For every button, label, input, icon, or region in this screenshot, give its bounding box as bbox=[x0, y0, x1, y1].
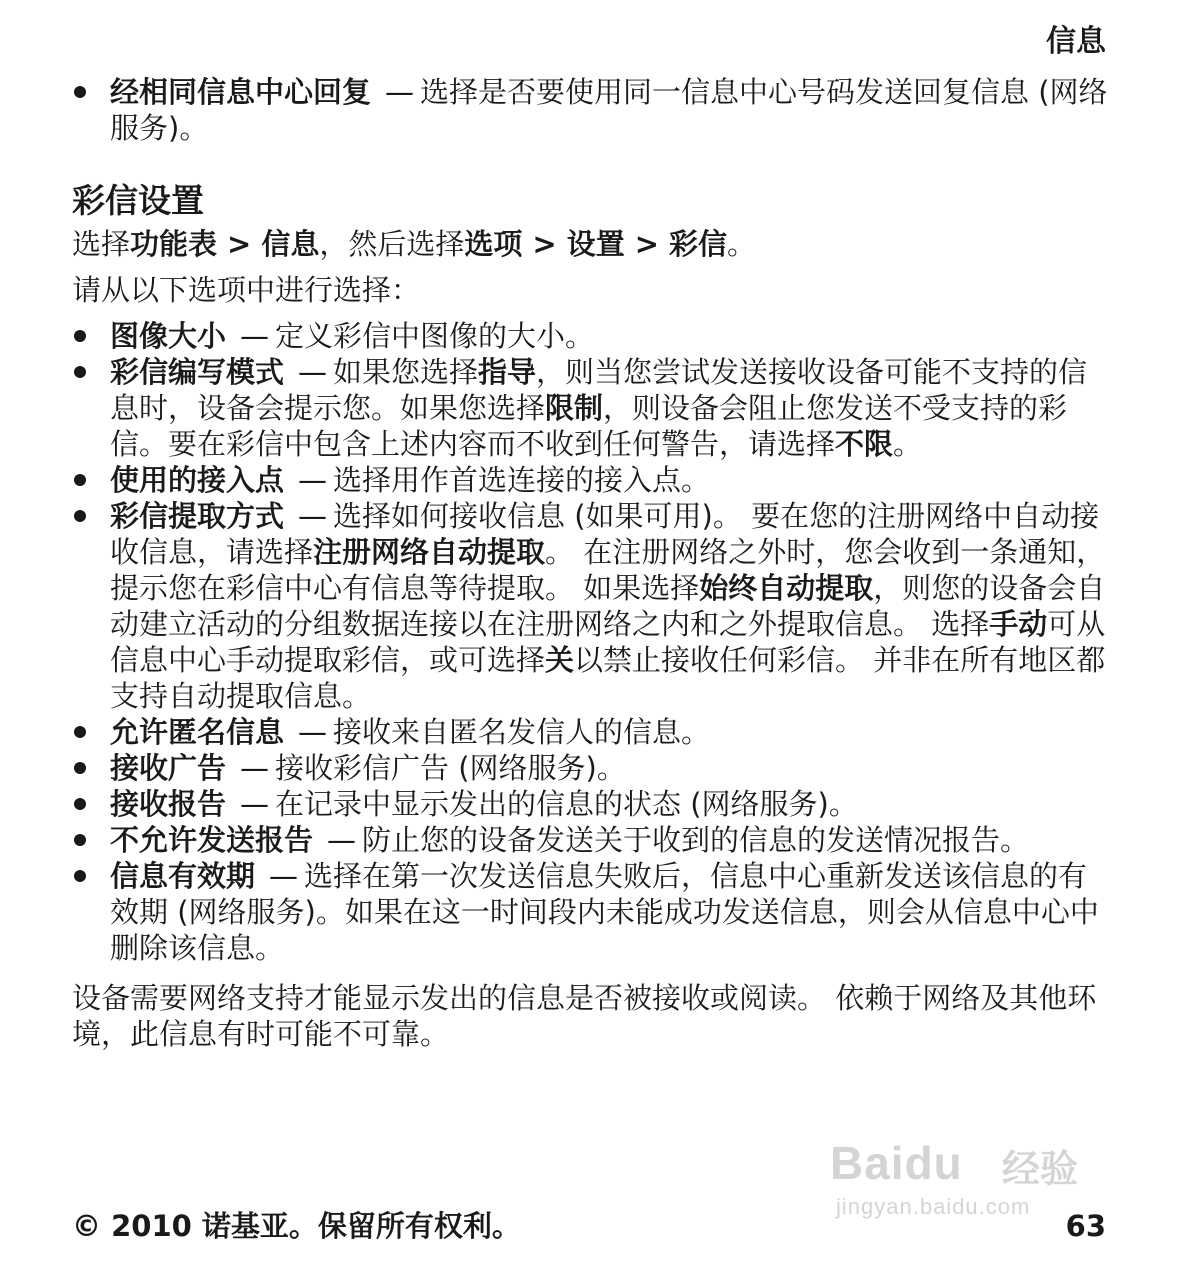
item-label: 允许匿名信息 bbox=[110, 715, 285, 749]
list-item bbox=[72, 74, 1108, 146]
path-separator: > bbox=[532, 227, 557, 261]
path-separator: > bbox=[634, 227, 660, 261]
path-item-menu: 功能表 bbox=[130, 227, 218, 261]
item-text: ，则设备会阻止您发送不受支持的彩信。要在彩信中包含上述内容而不收到任何警告，请选择 bbox=[110, 391, 1068, 461]
list-item bbox=[72, 498, 1108, 714]
copyright-notice: © 2010 诺基亚。保留所有权利。 bbox=[72, 1209, 521, 1243]
item-text: 选择如何接收信息 (如果可用)。 要在您的注册网络中自动接收信息，请选择 bbox=[110, 499, 1100, 569]
bullet-dot-icon bbox=[74, 834, 86, 846]
reply-bullet-list bbox=[72, 74, 1108, 146]
list-item bbox=[72, 786, 1108, 822]
path-end: 。 bbox=[727, 227, 757, 261]
path-item-mms: 彩信 bbox=[669, 227, 728, 261]
item-text: 在记录中显示发出的信息的状态 (网络服务)。 bbox=[275, 787, 858, 821]
em-dash: — bbox=[385, 75, 415, 109]
item-text: 防止您的设备发送关于收到的信息的发送情况报告。 bbox=[362, 823, 1030, 857]
em-dash: — bbox=[269, 859, 299, 893]
list-item bbox=[72, 354, 1108, 462]
section-heading: 彩信设置 bbox=[72, 181, 204, 220]
bullet-dot-icon bbox=[74, 474, 86, 486]
item-label: 彩信编写模式 bbox=[110, 355, 285, 389]
item-label: 经相同信息中心回复 bbox=[110, 75, 372, 109]
item-text: 选择用作首选连接的接入点。 bbox=[333, 463, 711, 497]
page-number: 63 bbox=[1065, 1209, 1106, 1243]
page-content bbox=[72, 74, 1108, 1052]
bullet-dot-icon bbox=[74, 86, 86, 98]
bullet-dot-icon bbox=[74, 870, 86, 882]
item-text: ，则您的设备会自动建立活动的分组数据连接以在注册网络之内和之外提取信息。 选择 bbox=[110, 571, 1106, 641]
baidu-jingyan-watermark bbox=[830, 1108, 1100, 1218]
em-dash: — bbox=[240, 751, 270, 785]
watermark-cn: 经验 bbox=[1002, 1147, 1079, 1191]
path-prefix: 选择 bbox=[72, 227, 131, 261]
list-item bbox=[72, 714, 1108, 750]
item-text: 定义彩信中图像的大小。 bbox=[275, 319, 595, 353]
watermark-logo: Baidu bbox=[830, 1137, 963, 1189]
bullet-dot-icon bbox=[74, 762, 86, 774]
item-text: 接收彩信广告 (网络服务)。 bbox=[275, 751, 626, 785]
list-item bbox=[72, 750, 1108, 786]
list-item bbox=[72, 822, 1108, 858]
item-text: 。 在注册网络之外时，您会收到一条通知，提示您在彩信中心有信息等待提取。 如果选择 bbox=[110, 535, 1106, 605]
item-label: 接收报告 bbox=[110, 787, 227, 821]
bullet-dot-icon bbox=[74, 510, 86, 522]
path-middle: ，然后选择 bbox=[319, 227, 465, 261]
item-label: 使用的接入点 bbox=[110, 463, 285, 497]
item-label: 图像大小 bbox=[110, 319, 227, 353]
item-emphasis: 指导 bbox=[478, 355, 537, 389]
item-text: 如果您选择 bbox=[333, 355, 479, 389]
em-dash: — bbox=[240, 787, 270, 821]
item-text: 。 bbox=[893, 427, 923, 461]
path-item-options: 选项 bbox=[464, 227, 523, 261]
item-label: 接收广告 bbox=[110, 751, 227, 785]
item-label: 信息有效期 bbox=[110, 859, 256, 893]
item-label: 彩信提取方式 bbox=[110, 499, 285, 533]
item-text: 以禁止接收任何彩信。 并非在所有地区都支持自动提取信息。 bbox=[110, 643, 1106, 713]
bullet-dot-icon bbox=[74, 330, 86, 342]
em-dash: — bbox=[298, 715, 328, 749]
list-item bbox=[72, 318, 1108, 354]
options-list bbox=[72, 318, 1108, 966]
em-dash: — bbox=[240, 319, 270, 353]
item-label: 不允许发送报告 bbox=[110, 823, 314, 857]
page-header-title: 信息 bbox=[1046, 24, 1106, 59]
em-dash: — bbox=[298, 463, 328, 497]
bullet-dot-icon bbox=[74, 366, 86, 378]
intro-text: 请从以下选项中进行选择： bbox=[72, 273, 421, 307]
bullet-dot-icon bbox=[74, 726, 86, 738]
item-emphasis: 注册网络自动提取 bbox=[313, 535, 546, 569]
item-emphasis: 关 bbox=[545, 643, 575, 677]
em-dash: — bbox=[298, 355, 328, 389]
item-text: 接收来自匿名发信人的信息。 bbox=[333, 715, 711, 749]
item-emphasis: 手动 bbox=[989, 607, 1048, 641]
item-text: 可从信息中心手动提取彩信，或可选择 bbox=[110, 607, 1106, 677]
network-note: 设备需要网络支持才能显示发出的信息是否被接收或阅读。 依赖于网络及其他环境，此信息有时可能不可靠。 bbox=[72, 981, 1097, 1051]
bullet-dot-icon bbox=[74, 798, 86, 810]
em-dash: — bbox=[327, 823, 357, 857]
item-emphasis: 限制 bbox=[545, 391, 604, 425]
path-separator: > bbox=[227, 227, 252, 261]
item-text: 选择在第一次发送信息失败后，信息中心重新发送该信息的有效期 (网络服务)。如果在这一时间段内未能成功发送信息，则会从信息中心中删除该信息。 bbox=[110, 859, 1099, 965]
path-item-messages: 信息 bbox=[261, 227, 320, 261]
menu-path bbox=[72, 226, 1108, 262]
item-text: 选择是否要使用同一信息中心号码发送回复信息 (网络服务)。 bbox=[110, 75, 1108, 145]
list-item bbox=[72, 462, 1108, 498]
path-item-settings: 设置 bbox=[566, 227, 625, 261]
list-item bbox=[72, 858, 1108, 966]
em-dash: — bbox=[298, 499, 328, 533]
item-text: ，则当您尝试发送接收设备可能不支持的信息时，设备会提示您。如果您选择 bbox=[110, 355, 1088, 425]
item-emphasis: 始终自动提取 bbox=[699, 571, 874, 605]
watermark-url: jingyan.baidu.com bbox=[836, 1194, 1031, 1219]
item-emphasis: 不限 bbox=[835, 427, 894, 461]
